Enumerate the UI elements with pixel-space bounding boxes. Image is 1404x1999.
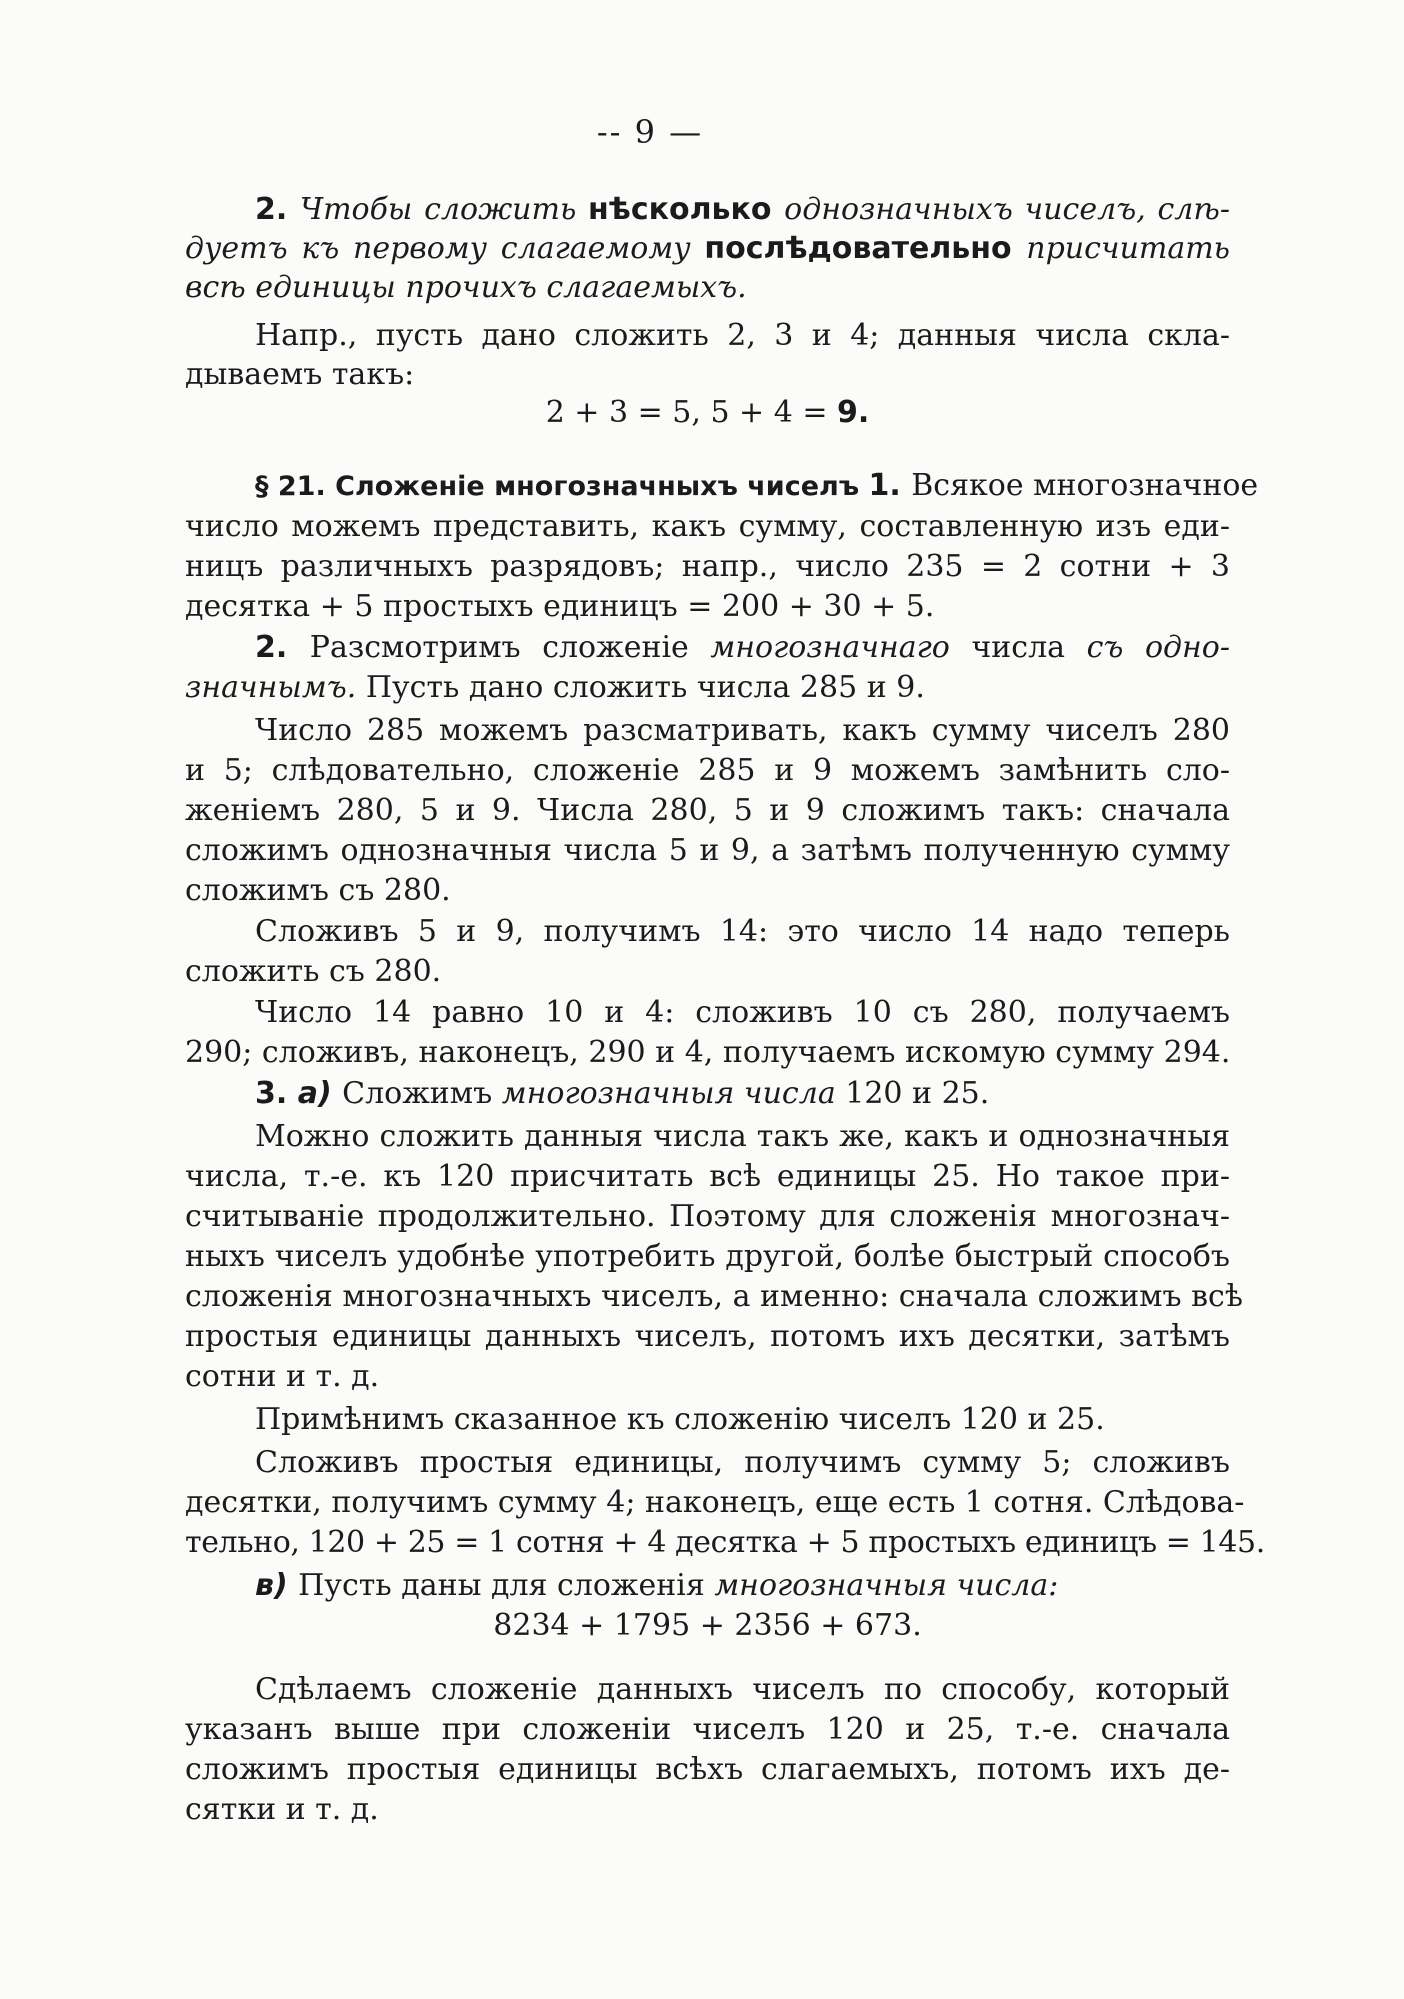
formula-line: 2 + 3 = 5, 5 + 4 = 9. xyxy=(545,395,870,430)
text-line: сложимъ простыя единицы всѣхъ слагаемыхъ, потомъ ихъ де- xyxy=(185,1752,1230,1787)
item-number: 3. xyxy=(255,1076,298,1111)
text-line: дуетъ къ первому слагаемому послѣдовательно присчитать xyxy=(185,231,1231,266)
text-line: в) Пусть даны для сложенія многозначныя числа: xyxy=(255,1568,1059,1603)
text-line: числа, т.-е. къ 120 присчитать всѣ единицы 25. Но такое при- xyxy=(185,1159,1230,1194)
text-line: ницъ различныхъ разрядовъ; напр., число 235 = 2 сотни + 3 xyxy=(185,549,1230,584)
text-line: десятка + 5 простыхъ единицъ = 200 + 30 + 5. xyxy=(185,589,935,624)
text-line: Число 285 можемъ разсматривать, какъ сумму чиселъ 280 xyxy=(255,713,1230,748)
text-line: сятки и т. д. xyxy=(185,1792,379,1827)
text-line: сложимъ однозначныя числа 5 и 9, а затѣмъ полученную сумму xyxy=(185,833,1230,868)
text-line: сложить съ 280. xyxy=(185,954,442,989)
text-line: и 5; слѣдовательно, сложеніе 285 и 9 можемъ замѣнить сло- xyxy=(185,753,1230,788)
text-line: Сложивъ 5 и 9, получимъ 14: это число 14 надо теперь xyxy=(255,914,1230,949)
text-line: Сложивъ простыя единицы, получимъ сумму 5; сложивъ xyxy=(255,1445,1230,1480)
text-line: всѣ единицы прочихъ слагаемыхъ. xyxy=(185,270,747,305)
text-line: сложенія многозначныхъ чиселъ, а именно: сначала сложимъ всѣ xyxy=(185,1279,1243,1314)
text-line: тельно, 120 + 25 = 1 сотня + 4 десятка + 5 простыхъ единицъ = 145. xyxy=(185,1525,1265,1560)
item-number: 2. xyxy=(255,192,300,227)
text-line: Напр., пусть дано сложить 2, 3 и 4; данныя числа скла- xyxy=(255,318,1230,353)
text-line: Примѣнимъ сказанное къ сложенію чиселъ 120 и 25. xyxy=(255,1402,1105,1437)
text-line: простыя единицы данныхъ чиселъ, потомъ ихъ десятки, затѣмъ xyxy=(185,1319,1230,1354)
text-line: 3. а) Сложимъ многозначныя числа 120 и 25. xyxy=(255,1076,990,1111)
text-line: Можно сложить данныя числа такъ же, какъ и однозначныя xyxy=(255,1119,1230,1154)
text-line: значнымъ. Пусть дано сложить числа 285 и 9. xyxy=(185,670,925,705)
text-line: указанъ выше при сложеніи чиселъ 120 и 25, т.-е. сначала xyxy=(185,1712,1230,1747)
text-line: женіемъ 280, 5 и 9. Числа 280, 5 и 9 сложимъ такъ: сначала xyxy=(185,793,1230,828)
text-line: 2. Чтобы сложить нѣсколько однозначныхъ чиселъ, слѣ- xyxy=(255,192,1230,227)
text-line: 2. Разсмотримъ сложеніе многозначнаго числа съ одно- xyxy=(255,630,1230,665)
formula-line: 8234 + 1795 + 2356 + 673. xyxy=(493,1608,922,1643)
text-line: дываемъ такъ: xyxy=(185,357,415,392)
text-line: 290; сложивъ, наконецъ, 290 и 4, получаемъ искомую сумму 294. xyxy=(185,1035,1231,1070)
text-line: сотни и т. д. xyxy=(185,1359,380,1394)
text-line: Число 14 равно 10 и 4: сложивъ 10 съ 280, получаемъ xyxy=(255,995,1230,1030)
item-number: 2. xyxy=(255,630,310,665)
section-heading-line: § 21. Сложеніе многозначныхъ чиселъ 1. Всякое многозначное xyxy=(255,468,1259,503)
text-line: сложимъ съ 280. xyxy=(185,873,451,908)
text-line: число можемъ представить, какъ сумму, составленную изъ еди- xyxy=(185,509,1230,544)
section-heading: § 21. Сложеніе многозначныхъ чиселъ xyxy=(255,471,869,502)
text-line: считываніе продолжительно. Поэтому для сложенія многознач- xyxy=(185,1199,1230,1234)
text-line: Сдѣлаемъ сложеніе данныхъ чиселъ по способу, который xyxy=(255,1672,1230,1707)
page-number: -- 9 — xyxy=(596,113,704,151)
text-line: десятки, получимъ сумму 4; наконецъ, еще есть 1 сотня. Слѣдова- xyxy=(185,1485,1245,1520)
text-line: ныхъ чиселъ удобнѣе употребить другой, болѣе быстрый способъ xyxy=(185,1239,1230,1274)
